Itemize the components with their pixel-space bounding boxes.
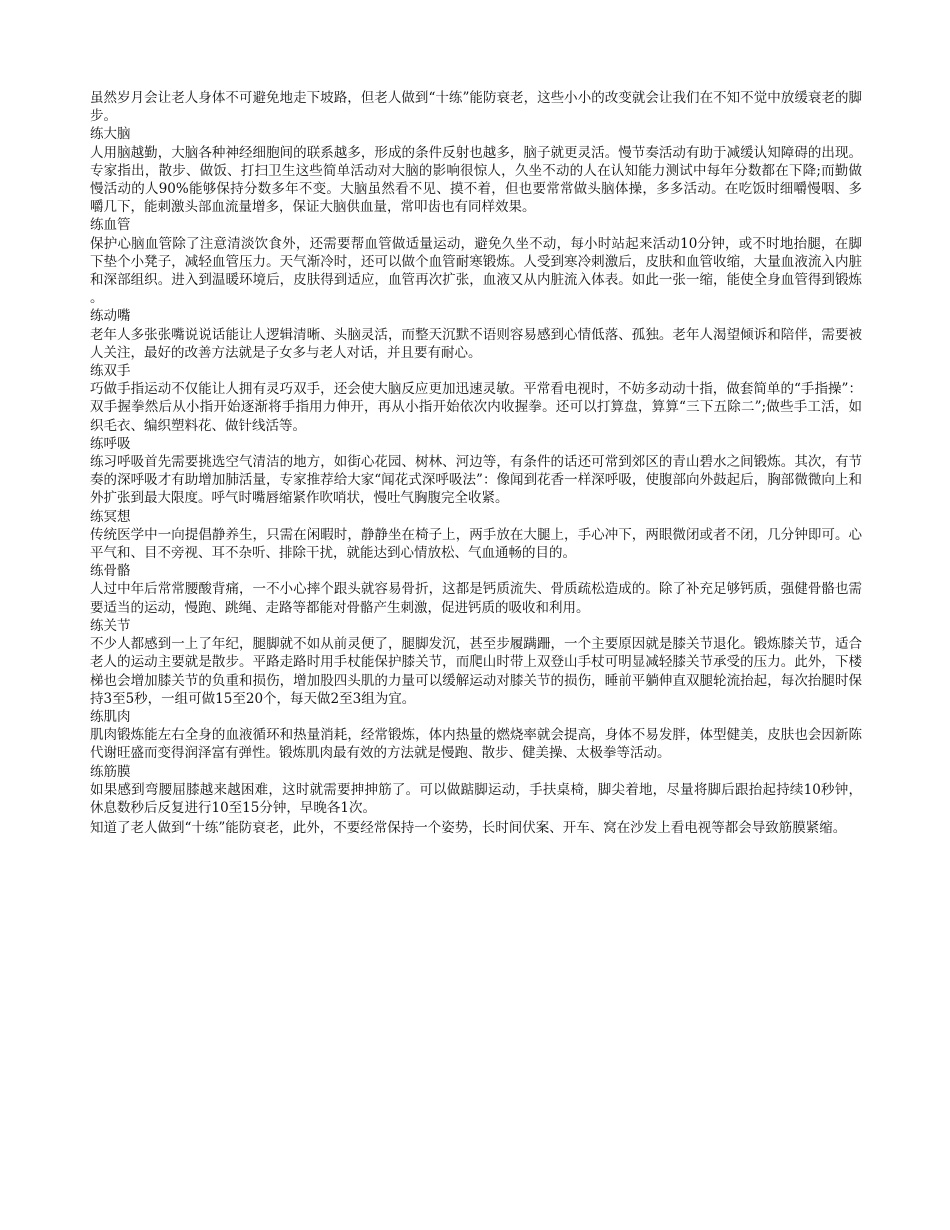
section-heading-brain: 练大脑: [90, 126, 131, 143]
section-heading-hands: 练双手: [90, 363, 131, 380]
section-body-blood-vessels: 保护心脑血管除了注意清淡饮食外，还需要帮血管做适量运动，避免久坐不动，每小时站起来活动10分钟，或不时地抬腿，在脚下垫个小凳子，减轻血管压力。天气渐冷时，还可以做个血管耐寒锻炼。人受到寒冷刺激后，皮肤和血管收缩，大量血液流入内脏和深部组织。进入到温暖环境后，皮肤得到适应，血管再次扩张，血液又从内脏流入体表。如此一张一缩，能使全身血管得到锻炼。: [90, 235, 862, 307]
section-body-muscles: 肌肉锻炼能左右全身的血液循环和热量消耗，经常锻炼，体内热量的燃烧率就会提高，身体不易发胖，体型健美，皮肤也会因新陈代谢旺盛而变得润泽富有弹性。锻炼肌肉最有效的方法就是慢跑、散步、健美操、太极拳等活动。: [90, 727, 862, 762]
intro-paragraph: 虽然岁月会让老人身体不可避免地走下坡路，但老人做到“十练”能防衰老，这些小小的改变就会让我们在不知不觉中放缓衰老的脚步。: [90, 90, 862, 125]
section-heading-bones: 练骨骼: [90, 563, 131, 580]
section-heading-meditation: 练冥想: [90, 508, 131, 525]
section-body-hands: 巧做手指运动不仅能让人拥有灵巧双手，还会使大脑反应更加迅速灵敏。平常看电视时，不妨多动动十指，做套简单的“手指操”：双手握拳然后从小指开始逐渐将手指用力伸开，再从小指开始依次内收握拳。还可以打算盘，算算“三下五除二”;做些手工活，如织毛衣、编织塑料花、做针线活等。: [90, 381, 862, 434]
section-body-joints: 不少人都感到一上了年纪，腿脚就不如从前灵便了，腿脚发沉，甚至步履蹒跚，一个主要原因就是膝关节退化。锻炼膝关节，适合老人的运动主要就是散步。平路走路时用手杖能保护膝关节，而爬山时带上双登山手杖可明显减轻膝关节承受的压力。此外，下楼梯也会增加膝关节的负重和损伤，增加股四头肌的力量可以缓解运动对膝关节的损伤，睡前平躺伸直双腿轮流抬起，每次抬腿时保持3至5秒，一组可做15至20个，每天做2至3组为宜。: [90, 636, 862, 707]
closing-paragraph: 知道了老人做到“十练”能防衰老，此外，不要经常保持一个姿势，长时间伏案、开车、窝在沙发上看电视等都会导致筋膜紧缩。: [90, 820, 847, 837]
section-body-brain: 人用脑越勤，大脑各种神经细胞间的联系越多，形成的条件反射也越多，脑子就更灵活。慢节奏活动有助于减缓认知障碍的出现。专家指出，散步、做饭、打扫卫生这些简单活动对大脑的影响很惊人，久坐不动的人在认知能力测试中每年分数都在下降;而勤做慢活动的人90%能够保持分数多年不变。大脑虽然看不见、摸不着，但也要常常做头脑体操，多多活动。在吃饭时细嚼慢咽、多嚼几下，能刺激头部血流量增多，保证大脑供血量，常叩齿也有同样效果。: [90, 144, 862, 216]
section-heading-blood-vessels: 练血管: [90, 217, 131, 234]
section-body-bones: 人过中年后常常腰酸背痛，一不小心摔个跟头就容易骨折，这都是钙质流失、骨质疏松造成的。除了补充足够钙质，强健骨骼也需要适当的运动，慢跑、跳绳、走路等都能对骨骼产生刺激，促进钙质的吸收和利用。: [90, 581, 862, 616]
section-body-mouth: 老年人多张张嘴说说话能让人逻辑清晰、头脑灵活，而整天沉默不语则容易感到心情低落、孤独。老年人渴望倾诉和陪伴，需要被人关注，最好的改善方法就是子女多与老人对话，并且要有耐心。: [90, 326, 862, 361]
section-heading-mouth: 练动嘴: [90, 308, 131, 325]
section-body-meditation: 传统医学中一向提倡静养生，只需在闲暇时，静静坐在椅子上，两手放在大腿上，手心冲下，两眼微闭或者不闭，几分钟即可。心平气和、目不旁视、耳不杂听、排除干扰，就能达到心情放松、气血通畅的目的。: [90, 526, 862, 562]
section-heading-breathing: 练呼吸: [90, 435, 131, 452]
section-body-breathing: 练习呼吸首先需要挑选空气清洁的地方，如街心花园、树林、河边等，有条件的话还可常到郊区的青山碧水之间锻炼。其次，有节奏的深呼吸才有助增加肺活量，专家推荐给大家“闻花式深呼吸法”：像闻到花香一样深呼吸，使腹部向外鼓起后，胸部微微向上和外扩张到最大限度。呼气时嘴唇缩紧作吹哨状，慢吐气胸腹完全收紧。: [90, 454, 862, 507]
section-heading-fascia: 练筋膜: [90, 763, 131, 780]
section-heading-joints: 练关节: [90, 617, 131, 634]
section-heading-muscles: 练肌肉: [90, 708, 131, 725]
section-body-fascia: 如果感到弯腰屈膝越来越困难，这时就需要抻抻筋了。可以做踮脚运动，手扶桌椅，脚尖着地，尽量将脚后跟抬起持续10秒钟，休息数秒后反复进行10至15分钟，早晚各1次。: [90, 781, 862, 816]
